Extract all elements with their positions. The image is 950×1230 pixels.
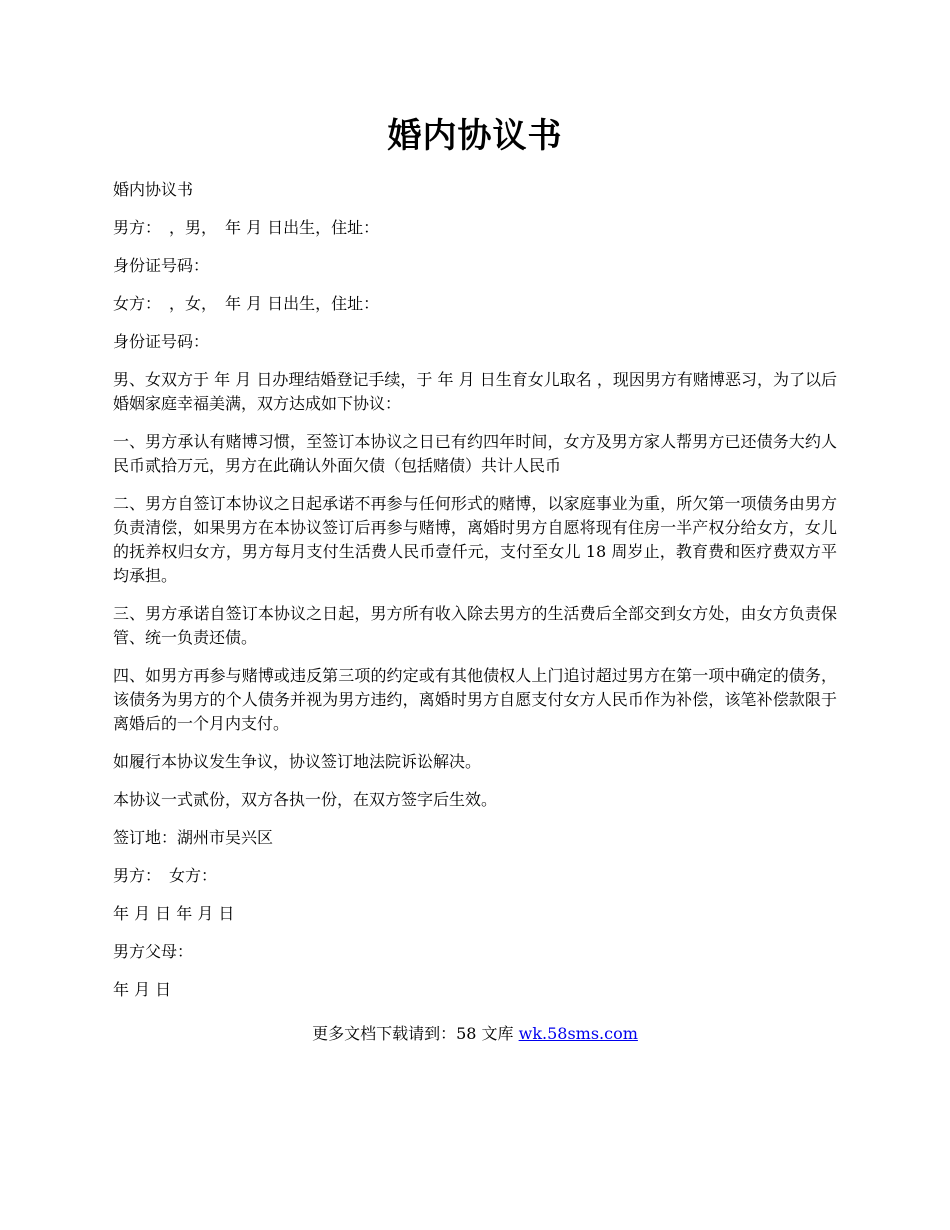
paragraph-clause-2: 二、男方自签订本协议之日起承诺不再参与任何形式的赌博，以家庭事业为重，所欠第一项债务由男方负责清偿，如果男方在本协议签订后再参与赌博，离婚时男方自愿将现有住房一半产权分给女方，女儿的抚养权归女方，男方每月支付生活费人民币壹仟元，支付至女儿 18 周岁止，教育费和医疗费双方平均承担。 [113, 494, 837, 585]
paragraph-signatures: 男方： 女方： [113, 866, 218, 885]
paragraph-husband-info: 男方： ，男， 年 月 日出生，住址： [113, 218, 380, 237]
paragraph-wife-info: 女方： ，女， 年 月 日出生，住址： [113, 294, 380, 313]
paragraph-signing-place: 签订地：湖州市吴兴区 [113, 828, 274, 847]
footer [113, 1022, 837, 1046]
paragraph-clause-1: 一、男方承认有赌博习惯，至签订本协议之日已有约四年时间，女方及男方家人帮男方已还债务大约人民币贰拾万元，男方在此确认外面欠债（包括赌债）共计人民币 [113, 432, 837, 475]
paragraph-preamble: 男、女双方于 年 月 日办理结婚登记手续，于 年 月 日生育女儿取名 ，现因男方有赌博恶习，为了以后婚姻家庭幸福美满，双方达成如下协议： [113, 370, 837, 413]
paragraph-clause-3: 三、男方承诺自签订本协议之日起，男方所有收入除去男方的生活费后全部交到女方处，由女方负责保管、统一负责还债。 [113, 604, 837, 647]
paragraph-dispute: 如履行本协议发生争议，协议签订地法院诉讼解决。 [113, 752, 482, 771]
paragraph-parents-date: 年 月 日 [113, 980, 172, 999]
document-title: 婚内协议书 [387, 116, 563, 156]
paragraph-husband-parents: 男方父母： [113, 942, 194, 961]
footer-text: 更多文档下载请到：58 文库 [312, 1024, 519, 1043]
paragraph-copies: 本协议一式贰份，双方各执一份，在双方签字后生效。 [113, 790, 498, 809]
paragraph-heading: 婚内协议书 [113, 180, 194, 199]
paragraph-wife-id: 身份证号码： [113, 332, 210, 351]
paragraph-signature-dates: 年 月 日 年 月 日 [113, 904, 235, 923]
paragraph-husband-id: 身份证号码： [113, 256, 210, 275]
footer-link[interactable]: wk.58sms.com [518, 1024, 638, 1043]
paragraph-clause-4: 四、如男方再参与赌博或违反第三项的约定或有其他债权人上门追讨超过男方在第一项中确定的债务，该债务为男方的个人债务并视为男方违约，离婚时男方自愿支付女方人民币作为补偿，该笔补偿款限于离婚后的一个月内支付。 [113, 666, 837, 733]
